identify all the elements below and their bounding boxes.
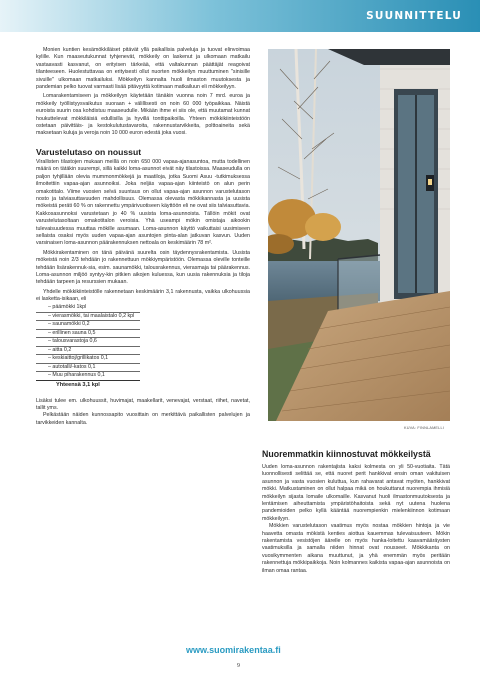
- left-column: [36, 47, 250, 427]
- building-list: [36, 304, 250, 381]
- list-item: – erillinen sauna 0,5: [36, 330, 140, 339]
- website-link[interactable]: www.suomirakentaa.fi: [186, 645, 281, 655]
- list-item: – keskiaittoj/grillikatos 0,1: [36, 355, 140, 364]
- list-item: – vierasmökki, tai maalaistalo 0,2 kpl: [36, 313, 140, 322]
- right-paragraph-1: Uuden loma-asunnon rakentajista kaksi kolmesta on yli 50-vuotiaita. Tätä luonnollisesti selittää se, että nuoret perit hankkivat ensin oman vakituisen asunnon ja vasta vuosien kuluttua, kun rahavarat antavat myöten, hankkivat mökki. Matkustaminen on ollut halpaa mikä on houkuttanut nuorempia ihmisiä mökkeilyn sijasta lomaile ulkomaille. Kasvanut huoli ilmastonmuutoksesta ja lentämisen aiheuttamista ympäristöhaitoista sekä nyt uutena huolena pandemioiden pelko kyllä kääntää nuorempienkin mielenkiinnon kotimaan mökkeilyyn.: [262, 464, 450, 522]
- section-paragraph-2: Mökkirakentaminen on tänä päivänä suurelta osin täydennysrakentamista. Uusista mökeistä noin 2/3 tehdään jo rakennettuun mökkiympäristöön. Olemassa oleville tonteille tehdään lisärakennuk-sia, esim. saunamökki, talousrakennus, vierasmaja tai päärakennus. Loma-asunnon miljöö syntyy-kin pitkien aikojen kuluessa, kun uusia rakennuksia ja tiloja tehdään tarpeen ja resurssien mukaan.: [36, 249, 250, 286]
- section-title: SUUNNITTELU: [366, 10, 462, 22]
- closing-paragraph-2: Pelkästään näiden kunnossapito vuosittain on merkittävä paikallisten palvelujen ja tarvikkeiden kannalta.: [36, 412, 250, 426]
- closing-paragraph-1: Lisäksi tulee em. ulkohuussit, huvimajat, maakellarit, venevajat, verstaat, riihet, navetat, tallit yms.: [36, 397, 250, 411]
- right-heading: Nuoremmatkin kiinnostuvat mökkeilystä: [262, 449, 431, 459]
- list-item: – päämökki 1kpl: [36, 304, 140, 313]
- list-item: – aitta 0,2: [36, 347, 140, 356]
- intro-paragraph-1: Monien kuntien kesämökkiläiset pitävät yllä paikallisia palveluja ja tuovat elinvoimaa kylille. Kun maaseutukunnat tyhjenevät, mökkeily on laskenut ja ulkomaan matkailu vastaavasti kasvanut, on erityisen tärkeää, että valtakunnan päättäjät reagoivat tilanteeseen. Huolestuttavaa on erityisesti ollut nuorten mökkeilyn muuttuminen "sinisille sivuille" ulkomaan matkailuksi. Mökkeilyn kannalta huoli ilmaston muutoksesta ja pandemian pelko tuovat varmasti lisää pitävyyttä kotimaan matkailuun eli mökkeilyyn.: [36, 47, 250, 91]
- right-paragraph-2: Mökkien varustelutason vaatimus myös nostaa mökkien hintoja ja vie haavetta omasta mökistä kenties aiottua kauemmas tulevaisuuteen. Mökin rakentamista vesistöjen äärelle on myös hanka-loitettu kaavamääräysten vaatimuksilla ja samalla niiden hinnat ovat nousseet. Mökkikanta on vuosikymmenten aikana muuttunut, ja yhä enemmän myös peritään rakennettuja mökkipaikkoja. Noin kolmannes kaikista vapaa-ajan asunnoista on ilman omaa rantaa.: [262, 523, 450, 574]
- cabin-terrace-photo: [268, 49, 450, 421]
- list-item: – talousvarastoja 0,6: [36, 338, 140, 347]
- list-item: – saunamökki 0,2: [36, 321, 140, 330]
- section-heading: Varustelutaso on noussut: [36, 146, 142, 157]
- section-paragraph-3: Yhdelle mökkikiinteistölle rakennetaan keskimäärin 3,1 rakennusta, vaikka ulkohuussia ei lasketta-isikaan, eli: [36, 288, 250, 303]
- list-total: Yhteensä 3,1 kpl: [56, 381, 100, 388]
- section-paragraph-1: Virallisten tilastojen mukaan meillä on noin 650 000 vapaa-ajanasuntoa, mutta todellinen määrä on tätäkin suurempi, sillä kaikki loma-asunnot eivät näy tilastoissa. Maaseudulla on paljon tyhjillään olevia mummonmökkejä ja maatiloja, jotka Suomi Asuu -tutkimuksessa ilmoitettiin vapaa-ajan asunnoiksi. Joka neljäs vapaa-ajan kiinteistö on alun perin omakotitalo. Viime vuosien selvä suuntaus on ollut vapaa-ajan asunnon varustelutason nosto ja talviasuttavuuden mahdollisuus. Olemassa olevasta mökkikannasta ja uusista mökeistä peräti 60 % on rakennettu ympärivuotiseen käyttöön eli ne ovat siis talviasuttavia. Kakkosasunnoksi varustetaan jo 40 % uusista loma-asunnoista. Tällöin mökit ovat varustelutasoltaan omakotitalon veroisia. Yhä useampi mökin omistaja aikookin tulevaisuudessa muuttaa mökille asumaan. Loma-asunnon käyttö vaikuttaisi uusimiseen sellaista osaksi myös uuden vapaa-ajan asuntojen pinta-alan jatkuvan kasvun. Uuden varsinaisen loma-asunnon päärakennuksen nettoala on keskimäärin 78 m².: [36, 158, 250, 247]
- list-item: – Muu piharakennus 0,1: [36, 372, 140, 381]
- intro-paragraph-2: Lomarakentamiseen ja mökkeilyyn käytetään tänäkin vuonna noin 7 mrd. euroa ja mökkeily työllistyysvaikutus suoraan + välillisesti on noin 60 000 työpaikkaa. Näistä euroista suurin osa kohdistuu maaseudulle. Mikään ihme ei siis ole, että muutamat kunnat houkuttelevat mökkiläisiä edullisilla ja hyvillä tonttipaikoilla. Yhteen mökkikiinteistöön ostetaan päivittäis- ja kestokulutustavaroita, rakennustarvikkeita, polttoaineita sekä maksetaan kuluja ja veroja noin 10 000 euron edestä joka vuosi.: [36, 93, 250, 137]
- list-item: – autotalli/-katos 0,1: [36, 364, 140, 373]
- photo-credit: KUVA: FINNLAMELLI: [404, 426, 445, 430]
- page-number: 9: [237, 663, 240, 669]
- right-column: [262, 449, 450, 575]
